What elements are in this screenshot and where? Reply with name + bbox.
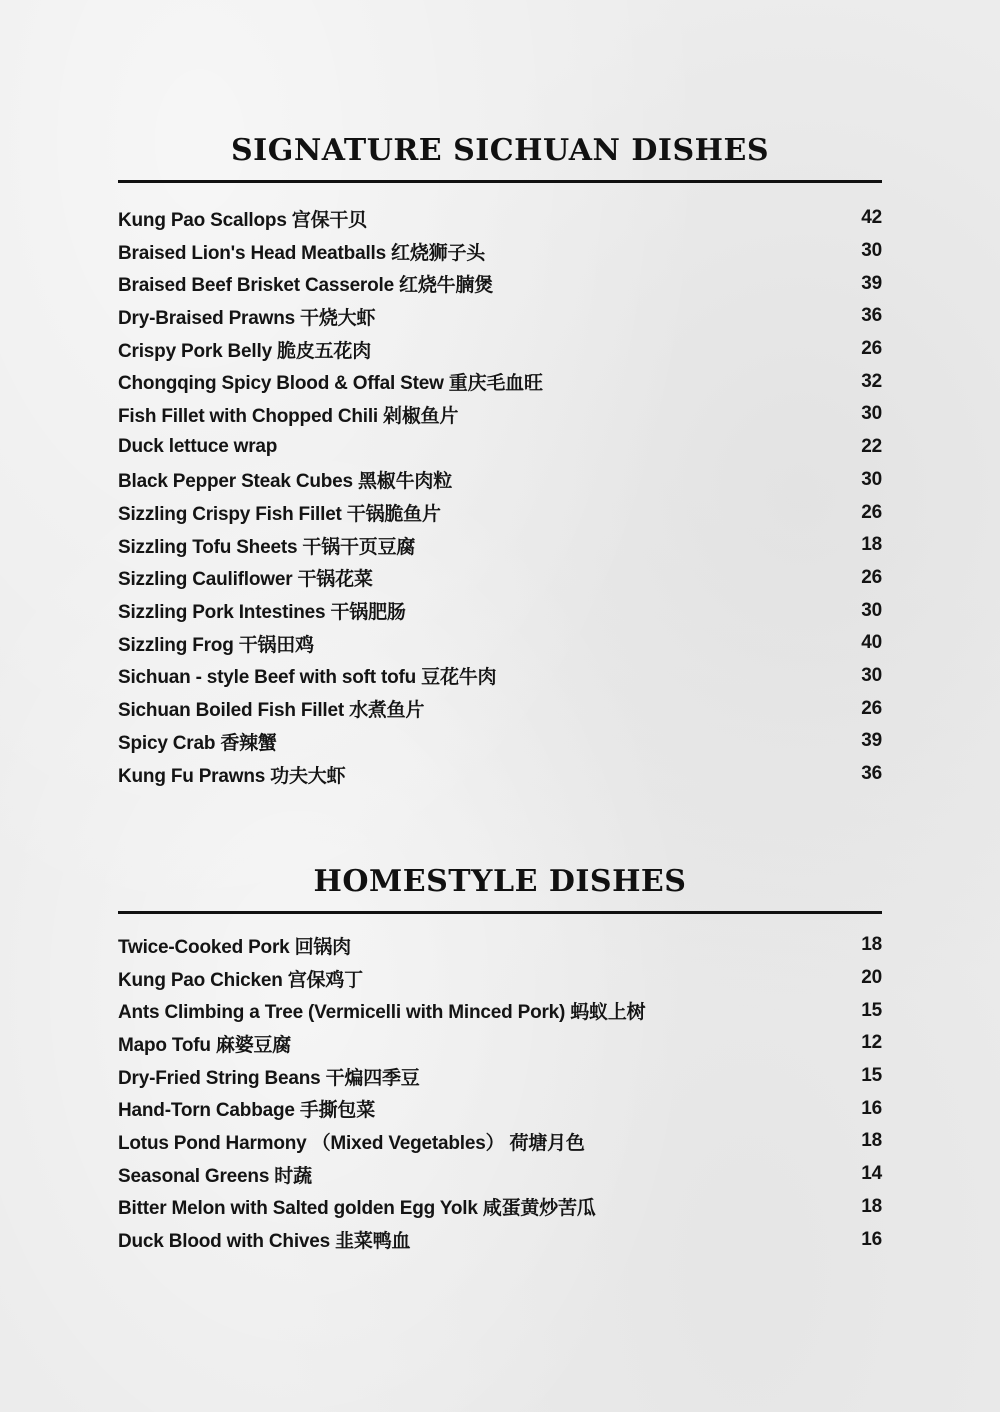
menu-list (118, 202, 882, 790)
menu-item (118, 464, 882, 497)
menu-item-price: 40 (861, 632, 882, 654)
menu-item-price: 18 (861, 934, 882, 956)
menu-item-name: Crispy Pork Belly 脆皮五花肉 (118, 340, 372, 362)
menu-item (118, 1027, 882, 1060)
menu-item-name: Chongqing Spicy Blood & Offal Stew 重庆毛血旺 (118, 373, 543, 395)
menu-item-name: Ants Climbing a Tree (Vermicelli with Minced Pork) 蚂蚁上树 (118, 1002, 646, 1024)
menu-item-price: 16 (861, 1228, 882, 1250)
menu-item-price: 16 (861, 1097, 882, 1119)
menu-item-price: 20 (861, 967, 882, 989)
menu-item-price: 30 (861, 599, 882, 621)
menu-item-price: 36 (861, 763, 882, 785)
menu-item-name: Spicy Crab 香辣蟹 (118, 732, 277, 754)
menu-item-name: Fish Fillet with Chopped Chili 剁椒鱼片 (118, 405, 459, 427)
menu-item-name: Sichuan - style Beef with soft tofu 豆花牛肉 (118, 667, 497, 689)
menu-item-price: 42 (861, 207, 882, 229)
menu-item-price: 39 (861, 730, 882, 752)
menu-item (118, 1191, 882, 1224)
menu-item-name: Sizzling Cauliflower 干锅花菜 (118, 569, 373, 591)
menu-item (118, 235, 882, 268)
signature-sichuan-section (118, 131, 882, 790)
menu-item-name: Black Pepper Steak Cubes 黑椒牛肉粒 (118, 471, 452, 493)
menu-item (118, 496, 882, 529)
menu-item-price: 26 (861, 697, 882, 719)
homestyle-section (118, 862, 882, 1256)
section-title: SIGNATURE SICHUAN DISHES (231, 133, 769, 168)
menu-item-name: Dry-Braised Prawns 干烧大虾 (118, 307, 376, 329)
menu-item (118, 692, 882, 725)
menu-item-name: Braised Lion's Head Meatballs 红烧狮子头 (118, 242, 486, 264)
menu-list (118, 929, 882, 1256)
menu-item-price: 36 (861, 305, 882, 327)
menu-item (118, 398, 882, 431)
menu-item (118, 962, 882, 995)
menu-item (118, 758, 882, 791)
menu-item-price: 30 (861, 664, 882, 686)
menu-item-name: Mapo Tofu 麻婆豆腐 (118, 1034, 292, 1056)
section-divider (118, 180, 882, 183)
menu-item-price: 30 (861, 403, 882, 425)
menu-item-price: 39 (861, 272, 882, 294)
menu-item-name: Duck Blood with Chives 韭菜鸭血 (118, 1231, 411, 1253)
menu-item-name: Bitter Melon with Salted golden Egg Yolk 咸蛋黄炒苦瓜 (118, 1198, 596, 1220)
menu-item (118, 660, 882, 693)
menu-item-name: Braised Beef Brisket Casserole 红烧牛腩煲 (118, 275, 494, 297)
menu-item (118, 529, 882, 562)
menu-item-price: 26 (861, 501, 882, 523)
menu-item-name: Sizzling Crispy Fish Fillet 干锅脆鱼片 (118, 504, 441, 526)
menu-item (118, 202, 882, 235)
menu-item-price: 26 (861, 338, 882, 360)
menu-item (118, 562, 882, 595)
menu-item-price: 12 (861, 1032, 882, 1054)
menu-item (118, 929, 882, 962)
menu-item-name: Sizzling Frog 干锅田鸡 (118, 634, 314, 656)
menu-item (118, 365, 882, 398)
menu-item (118, 267, 882, 300)
menu-item-name: Duck lettuce wrap (118, 436, 278, 458)
menu-item-price: 15 (861, 1065, 882, 1087)
menu-item (118, 1092, 882, 1125)
menu-item (118, 333, 882, 366)
menu-item-name: Lotus Pond Harmony （Mixed Vegetables） 荷塘月色 (118, 1132, 585, 1154)
menu-item-price: 22 (861, 436, 882, 458)
menu-item-name: Hand-Torn Cabbage 手撕包菜 (118, 1100, 376, 1122)
menu-item (118, 994, 882, 1027)
menu-item-name: Kung Pao Scallops 宫保干贝 (118, 209, 367, 231)
menu-item (118, 1158, 882, 1191)
menu-item (118, 725, 882, 758)
menu-item-name: Sichuan Boiled Fish Fillet 水煮鱼片 (118, 700, 425, 722)
menu-item (118, 300, 882, 333)
menu-item-price: 26 (861, 566, 882, 588)
menu-item-price: 30 (861, 240, 882, 262)
menu-item-name: Kung Pao Chicken 宫保鸡丁 (118, 969, 363, 991)
menu-item-price: 18 (861, 534, 882, 556)
menu-item-price: 15 (861, 999, 882, 1021)
menu-item (118, 1223, 882, 1256)
menu-item-price: 32 (861, 370, 882, 392)
menu-item-name: Dry-Fried String Beans 干煸四季豆 (118, 1067, 420, 1089)
menu-item-price: 18 (861, 1130, 882, 1152)
menu-item-price: 14 (861, 1163, 882, 1185)
menu-item (118, 627, 882, 660)
menu-item-name: Kung Fu Prawns 功夫大虾 (118, 765, 346, 787)
menu-item-name: Sizzling Tofu Sheets 干锅干页豆腐 (118, 536, 416, 558)
menu-item-name: Twice-Cooked Pork 回锅肉 (118, 936, 351, 958)
section-title: HOMESTYLE DISHES (313, 864, 687, 899)
section-divider (118, 911, 882, 914)
menu-item (118, 594, 882, 627)
menu-item (118, 431, 882, 464)
menu-item (118, 1125, 882, 1158)
menu-item-name: Seasonal Greens 时蔬 (118, 1165, 312, 1187)
menu-item-price: 30 (861, 468, 882, 490)
menu-item (118, 1060, 882, 1093)
menu-item-price: 18 (861, 1195, 882, 1217)
menu-item-name: Sizzling Pork Intestines 干锅肥肠 (118, 602, 406, 624)
